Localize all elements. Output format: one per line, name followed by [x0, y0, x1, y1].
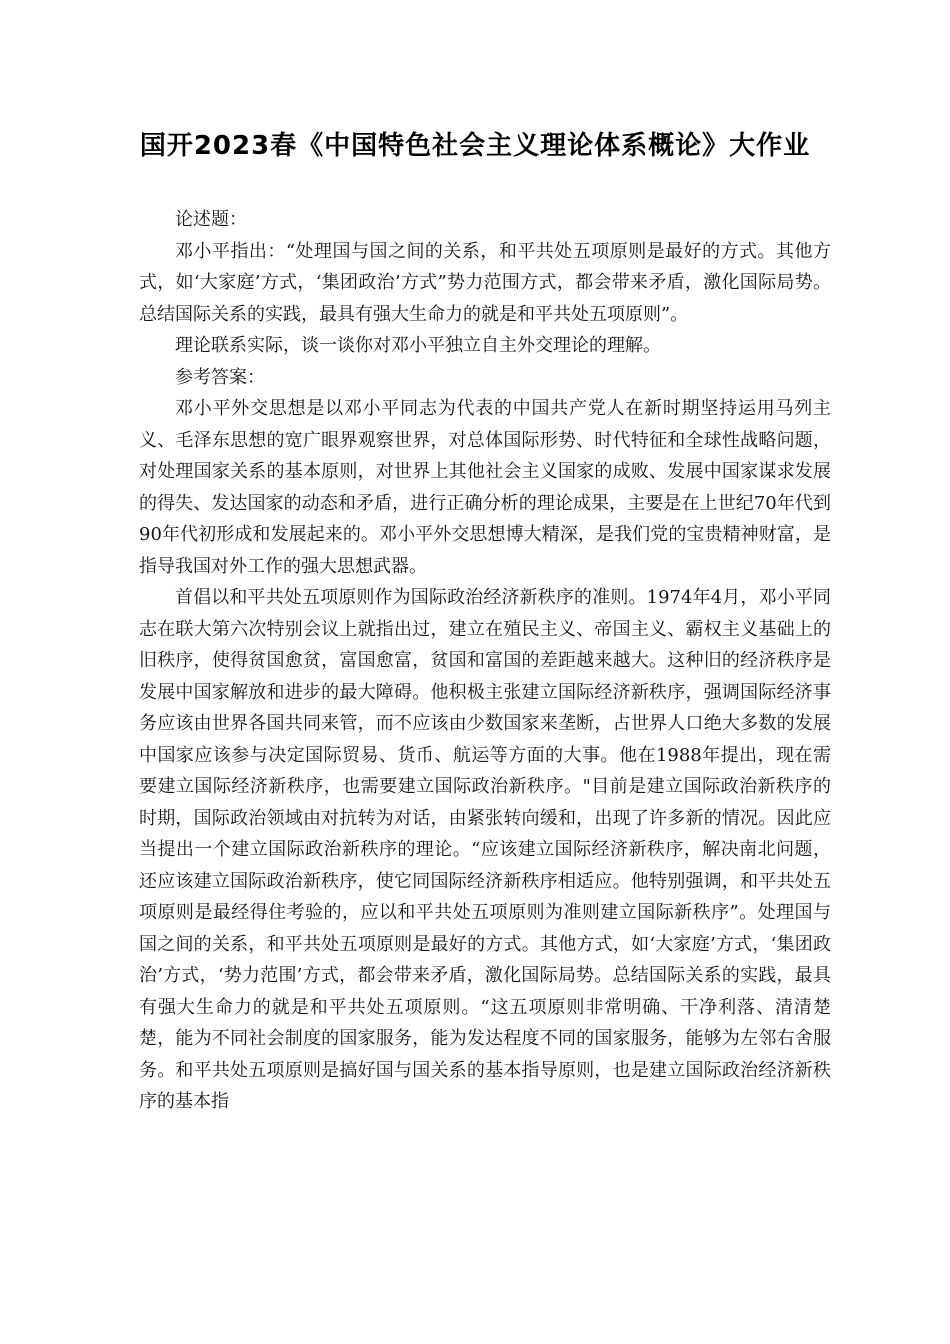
section-label-answer: 参考答案：	[175, 366, 265, 388]
document-body	[139, 204, 831, 1118]
paragraph-answer-intro: 邓小平外交思想是以邓小平同志为代表的中国共产党人在新时期坚持运用马列主义、毛泽东思想的宽广眼界观察世界，对总体国际形势、时代特征和全球性战略问题，对处理国家关系的基本原则，对世界上其他社会主义国家的成败、发展中国家谋求发展的得失、发达国家的动态和矛盾，进行正确分析的理论成果，主要是在上世纪70年代到90年代初形成和发展起来的。邓小平外交思想博大精深，是我们党的宝贵精神财富，是指导我国对外工作的强大思想武器。	[139, 398, 831, 577]
section-label-question: 论述题：	[175, 209, 247, 230]
document-title: 国开2023春《中国特色社会主义理论体系概论》大作业	[139, 131, 811, 161]
paragraph-question-prompt: 理论联系实际，谈一谈你对邓小平独立自主外交理论的理解。	[175, 335, 661, 356]
paragraph-answer-principles: 首倡以和平共处五项原则作为国际政治经济新秩序的准则。1974年4月，邓小平同志在联大第六次特别会议上就指出过，建立在殖民主义、帝国主义、霸权主义基础上的旧秩序，使得贫国愈贫，富国愈富，贫国和富国的差距越来越大。这种旧的经济秩序是发展中国家解放和进步的最大障碍。他积极主张建立国际经济新秩序，强调国际经济事务应该由世界各国共同来管，而不应该由少数国家来垄断，占世界人口绝大多数的发展中国家应该参与决定国际贸易、货币、航运等方面的大事。他在1988年提出，现在需要建立国际经济新秩序，也需要建立国际政治新秩序。"目前是建立国际政治新秩序的时期，国际政治领域由对抗转为对话，由紧张转向缓和，出现了许多新的情况。因此应当提出一个建立国际政治新秩序的理论。“应该建立国际经济新秩序，解决南北问题，还应该建立国际政治新秩序，使它同国际经济新秩序相适应。他特别强调，和平共处五项原则是最经得住考验的，应以和平共处五项原则为准则建立国际新秩序”。处理国与国之间的关系，和平共处五项原则是最好的方式。其他方式，如‘大家庭’方式，‘集团政治’方式，‘势力范围’方式，都会带来矛盾，激化国际局势。总结国际关系的实践，最具有强大生命力的就是和平共处五项原则。“这五项原则非常明确、干净利落、清清楚楚，能为不同社会制度的国家服务，能为发达程度不同的国家服务，能够为左邻右舍服务。和平共处五项原则是搞好国与国关系的基本指导原则，也是建立国际政治经济新秩序的基本指	[139, 587, 831, 1112]
paragraph-quote: 邓小平指出：“处理国与国之间的关系，和平共处五项原则是最好的方式。其他方式，如‘大家庭’方式，‘集团政治’方式”势力范围方式，都会带来矛盾，激化国际局势。总结国际关系的实践，最具有强大生命力的就是和平共处五项原则”。	[139, 240, 831, 325]
